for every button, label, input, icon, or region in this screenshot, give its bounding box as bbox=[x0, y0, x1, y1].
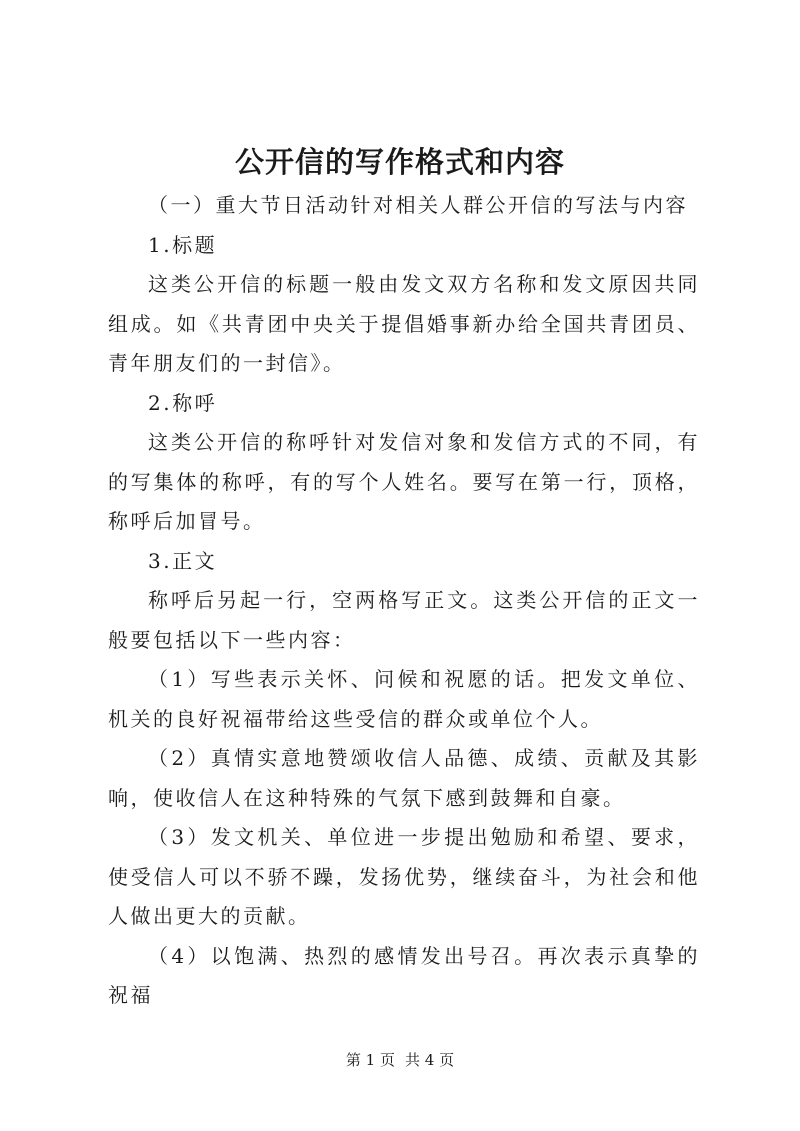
paragraph-body-description: 称呼后另起一行，空两格写正文。这类公开信的正文一般要包括以下一些内容： bbox=[108, 588, 700, 652]
section-heading: （一）重大节日活动针对相关人群公开信的写法与内容 bbox=[148, 193, 688, 217]
page-total: 共 4 页 bbox=[405, 1051, 455, 1069]
page-number: 第 1 页 bbox=[345, 1051, 395, 1069]
list-item-2: （2）真情实意地赞颂收信人品德、成绩、贡献及其影响，使收信人在这种特殊的气氛下感到鼓舞和自豪。 bbox=[108, 746, 700, 810]
subheading-title: 1.标题 bbox=[148, 232, 218, 257]
paragraph-salutation-description: 这类公开信的称呼针对发信对象和发信方式的不同，有的写集体的称呼，有的写个人姓名。要写在第一行，顶格，称呼后加冒号。 bbox=[108, 430, 700, 533]
subheading-salutation: 2.称呼 bbox=[148, 390, 218, 415]
list-item-3: （3）发文机关、单位进一步提出勉励和希望、要求，使受信人可以不骄不躁，发扬优势，继续奋斗，为社会和他人做出更大的贡献。 bbox=[108, 825, 700, 928]
document-body bbox=[108, 186, 700, 1016]
page-footer bbox=[0, 1049, 800, 1070]
paragraph-title-description: 这类公开信的标题一般由发文双方名称和发文原因共同组成。如《共青团中央关于提倡婚事新办给全国共青团员、青年朋友们的一封信》。 bbox=[108, 272, 700, 375]
list-item-4: （4）以饱满、热烈的感情发出号召。再次表示真挚的祝福 bbox=[108, 943, 700, 1007]
document-title: 公开信的写作格式和内容 bbox=[234, 145, 565, 179]
list-item-1: （1）写些表示关怀、问候和祝愿的话。把发文单位、机关的良好祝福带给这些受信的群众或单位个人。 bbox=[108, 667, 700, 731]
subheading-body: 3.正文 bbox=[148, 548, 218, 573]
